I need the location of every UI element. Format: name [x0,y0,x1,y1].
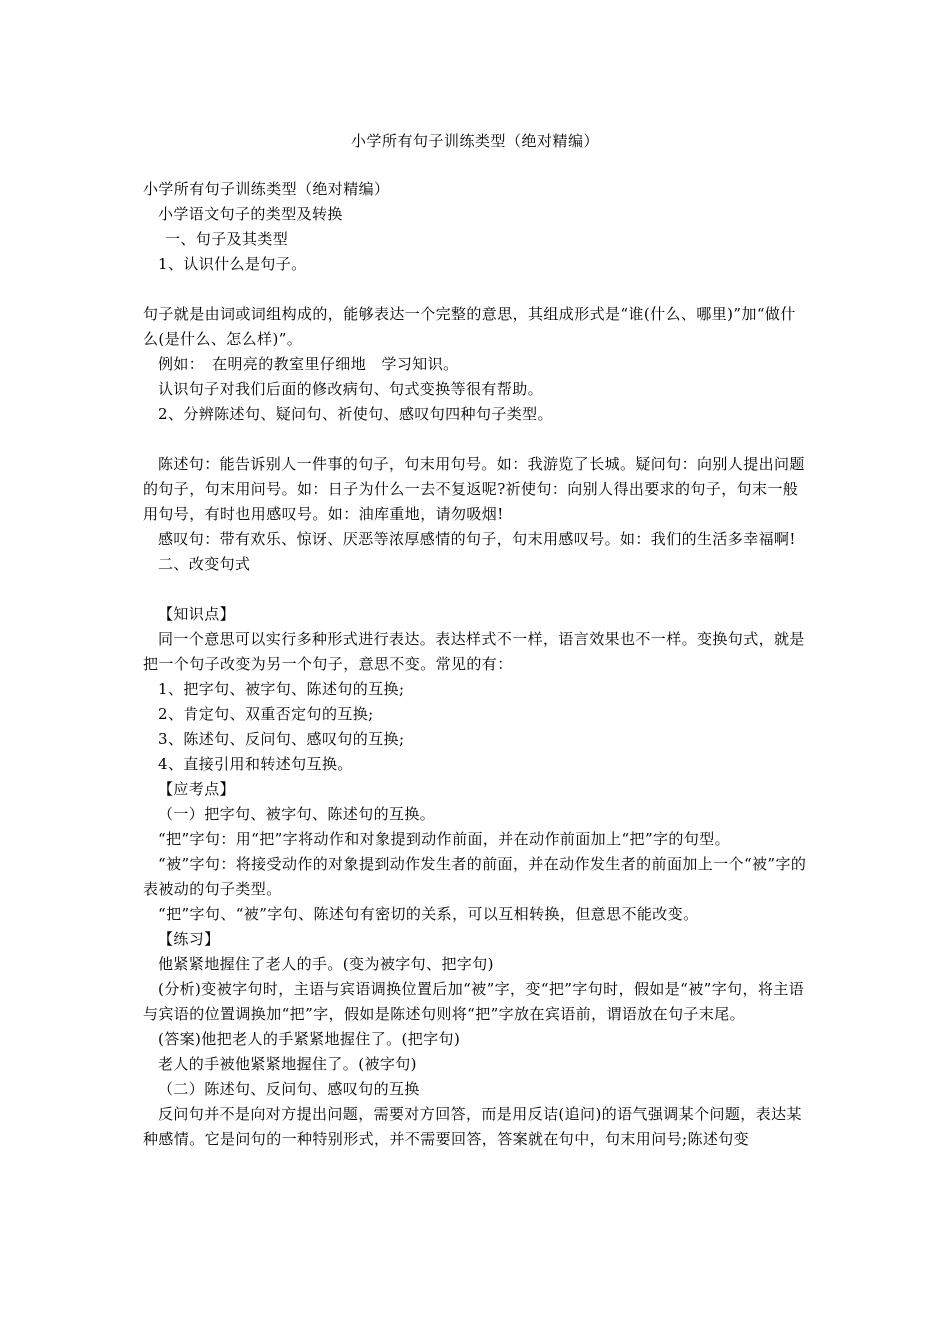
subheading: （一）把字句、被字句、陈述句的互换。 [158,805,436,823]
paragraph: 陈述句：能告诉别人一件事的句子，句末用句号。如：我游览了长城。疑问句：向别人提出问题的句子，句末用问号。如：日子为什么一去不复返呢?祈使句：向别人得出要求的句子，句末一般用句号，有时也用感叹号。如：油库重地，请勿吸烟! [143,455,805,523]
subheading: 【应考点】 [158,780,236,798]
paragraph: “把”字句：用“把”字将动作和对象提到动作前面，并在动作前面加上“把”字的句型。 [158,830,731,848]
paragraph: 反问句并不是向对方提出问题，需要对方回答，而是用反诘(追问)的语气强调某个问题，表达某种感情。它是问句的一种特别形式，并不需要回答，答案就在句中，句末用问号;陈述句变 [143,1105,802,1148]
section-heading: 二、改变句式 [158,555,251,573]
section-heading: 一、句子及其类型 [165,230,289,248]
paragraph: (分析)变被字句时，主语与宾语调换位置后加“被”字，变“把”字句时，假如是“被”字句，将主语与宾语的位置调换加“把”字，假如是陈述句则将“把”字放在宾语前，谓语放在句子末尾。 [143,980,805,1023]
paragraph: 1、认识什么是句子。 [158,255,307,273]
document-body [143,177,811,1152]
list-item: 2、肯定句、双重否定句的互换; [158,705,374,723]
paragraph: 同一个意思可以实行多种形式进行表达。表达样式不一样，语言效果也不一样。变换句式，就是把一个句子改变为另一个句子，意思不变。常见的有： [143,630,805,673]
list-item: 1、把字句、被字句、陈述句的互换; [158,680,405,698]
list-item: 4、直接引用和转述句互换。 [158,755,353,773]
blank-line [143,577,811,602]
paragraph: 句子就是由词或词组构成的，能够表达一个完整的意思，其组成形式是“谁(什么、哪里)”加“做什么(是什么、怎么样)”。 [143,305,796,348]
paragraph: 小学所有句子训练类型（绝对精编） [143,180,390,198]
paragraph: 感叹句：带有欢乐、惊讶、厌恶等浓厚感情的句子，句末用感叹号。如：我们的生活多幸福啊! [158,530,796,548]
paragraph: 2、分辨陈述句、疑问句、祈使句、感叹句四种句子类型。 [158,405,553,423]
paragraph: “被”字句：将接受动作的对象提到动作发生者的前面，并在动作发生者的前面加上一个“被”字的表被动的句子类型。 [143,855,807,898]
document-title: 小学所有句子训练类型（绝对精编） [350,132,599,150]
blank-line [143,427,811,452]
paragraph: 他紧紧地握住了老人的手。(变为被字句、把字句) [158,955,494,973]
paragraph: “把”字句、“被”字句、陈述句有密切的关系，可以互相转换，但意思不能改变。 [158,905,699,923]
paragraph: 小学语文句子的类型及转换 [158,205,343,223]
blank-line [143,277,811,302]
list-item: 3、陈述句、反问句、感叹句的互换; [158,730,405,748]
subheading: 【练习】 [158,930,220,948]
subheading: 【知识点】 [158,605,236,623]
subheading: （二）陈述句、反问句、感叹句的互换 [158,1080,420,1098]
paragraph: (答案)他把老人的手紧紧地握住了。(把字句) [158,1030,461,1048]
paragraph: 老人的手被他紧紧地握住了。(被字句) [158,1055,417,1073]
paragraph: 认识句子对我们后面的修改病句、句式变换等很有帮助。 [158,380,544,398]
paragraph: 例如： 在明亮的教室里仔细地 学习知识。 [158,355,459,373]
